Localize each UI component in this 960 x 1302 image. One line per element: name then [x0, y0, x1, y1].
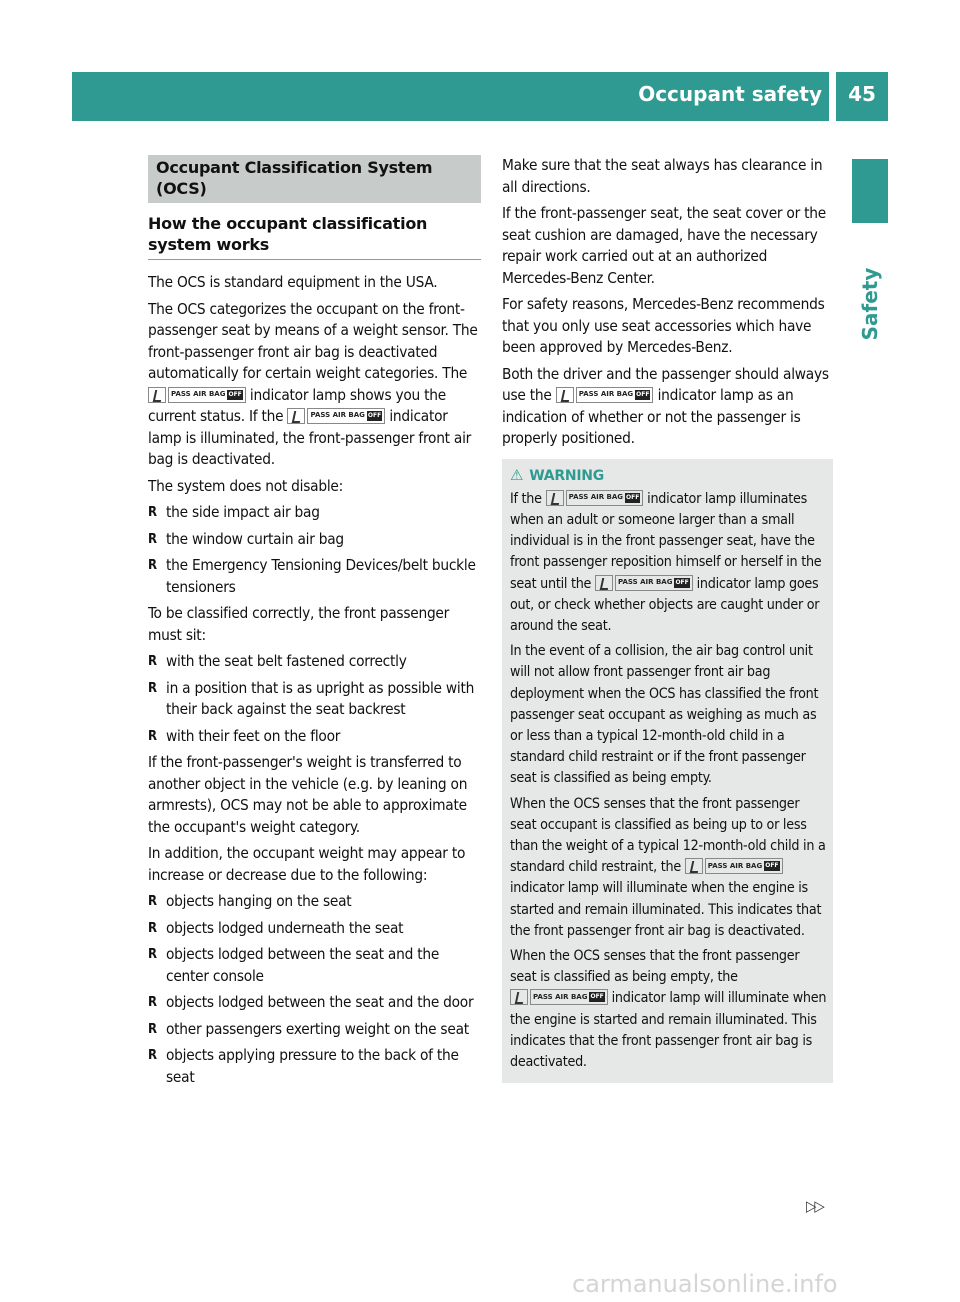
paragraph: If the front-passenger's weight is transferred to another object in the vehicle (e.g. by leaning on armrests), OCS may not be able to approximate the occupant's weight category.	[148, 753, 468, 836]
pass-air-bag-off-indicator-icon: PASS AIR BAG OFF	[546, 490, 644, 506]
warning-paragraph: When the OCS senses that the front passenger seat occupant is classified as being up to or less than the weight of a typical 12-month-old child in a standard child restraint, the PASS AIR BAG OFF indicator lamp will illuminate when the engine is started and remain illuminated. This indicates that the front passenger front air bag is deactivated.	[510, 795, 826, 939]
pass-air-bag-off-indicator-icon: PASS AIR BAG OFF	[556, 387, 654, 403]
list-item: R with the seat belt fastened correctly	[148, 651, 481, 673]
paragraph: The system does not disable:	[148, 476, 343, 495]
warning-title: ⚠ WARNING	[510, 465, 827, 487]
continue-arrow-icon: ▷▷	[806, 1197, 823, 1215]
paragraph: For safety reasons, Mercedes-Benz recommends that you only use seat accessories which have been approved by Mercedes-Benz.	[502, 295, 825, 356]
section-heading: Occupant Classification System (OCS)	[148, 155, 481, 203]
passenger-seat-icon	[510, 989, 528, 1005]
warning-paragraph: In the event of a collision, the air bag control unit will not allow front passenger front air bag deployment when the OCS has classified the front passenger seat occupant as weighing as much as or less than a typical 12-month-old child in a standard child restraint or if the front passenger seat is classified as being empty.	[510, 643, 819, 787]
page-number: 45	[848, 82, 876, 106]
passenger-seat-icon	[595, 575, 613, 591]
list-item: R objects lodged underneath the seat	[148, 918, 481, 940]
side-tab	[852, 159, 888, 223]
watermark: carmanualsonline.info	[572, 1270, 838, 1298]
list-item: R the window curtain air bag	[148, 529, 481, 551]
paragraph: To be classified correctly, the front passenger must sit:	[148, 604, 450, 644]
list-item: R objects lodged between the seat and the door	[148, 992, 481, 1014]
left-column	[148, 155, 481, 1093]
passenger-seat-icon	[287, 408, 305, 424]
paragraph: The OCS categorizes the occupant on the front-passenger seat by means of a weight sensor. The front-passenger front air bag is deactivated automatically for certain weight categories. The PASS AIR BAG OFF indicator lamp shows you the current status. If the PASS AIR BAG OFF indicator lamp is illuminated, the front-passenger front air bag is deactivated.	[148, 299, 478, 468]
list-item: R with their feet on the floor	[148, 726, 481, 748]
list-item: R objects applying pressure to the back of the seat	[148, 1045, 481, 1088]
warning-paragraph: When the OCS senses that the front passenger seat is classified as being empty, the PASS AIR BAG OFF indicator lamp will illuminate when the engine is started and remain illuminated. This indicates that the front passenger front air bag is deactivated.	[510, 947, 827, 1070]
passenger-seat-icon	[685, 858, 703, 874]
subsection-heading: How the occupant classification system works	[148, 213, 481, 260]
list-item: R other passengers exerting weight on the seat	[148, 1019, 481, 1041]
list-item: R objects lodged between the seat and the center console	[148, 944, 481, 987]
side-label: Safety	[858, 267, 882, 341]
list-item: R objects hanging on the seat	[148, 891, 481, 913]
list-item: R the side impact air bag	[148, 502, 481, 524]
right-column	[502, 155, 833, 1083]
passenger-seat-icon	[546, 490, 564, 506]
paragraph: Both the driver and the passenger should always use the PASS AIR BAG OFF indicator lamp as an indication of whether or not the passenger is properly positioned.	[502, 364, 829, 447]
pass-air-bag-off-indicator-icon: PASS AIR BAG OFF	[510, 989, 608, 1005]
passenger-seat-icon	[556, 387, 574, 403]
paragraph: In addition, the occupant weight may appear to increase or decrease due to the following:	[148, 844, 466, 884]
list-item: R the Emergency Tensioning Devices/belt buckle tensioners	[148, 555, 481, 598]
pass-air-bag-off-indicator-icon: PASS AIR BAG OFF	[685, 858, 783, 874]
pass-air-bag-off-indicator-icon: PASS AIR BAG OFF	[148, 387, 246, 403]
header-title: Occupant safety	[638, 82, 822, 106]
paragraph: Make sure that the seat always has clearance in all directions.	[502, 156, 823, 196]
header-divider	[832, 72, 834, 121]
list-item: R in a position that is as upright as possible with their back against the seat backrest	[148, 678, 481, 721]
pass-air-bag-off-indicator-icon: PASS AIR BAG OFF	[595, 575, 693, 591]
warning-triangle-icon: ⚠	[510, 465, 524, 484]
warning-box	[502, 459, 833, 1084]
paragraph: If the front-passenger seat, the seat cover or the seat cushion are damaged, have the necessary repair work carried out at an authorized Mercedes-Benz Center.	[502, 204, 826, 287]
paragraph: The OCS is standard equipment in the USA.	[148, 273, 438, 291]
pass-air-bag-off-indicator-icon: PASS AIR BAG OFF	[287, 408, 385, 424]
warning-paragraph: If the PASS AIR BAG OFF indicator lamp illuminates when an adult or someone larger than a small individual is in the front passenger seat, have the front passenger reposition himself or herself in the seat until the PASS AIR BAG OFF indicator lamp goes out, or check whether objects are caught under or around the seat.	[510, 490, 822, 634]
passenger-seat-icon	[148, 387, 166, 403]
